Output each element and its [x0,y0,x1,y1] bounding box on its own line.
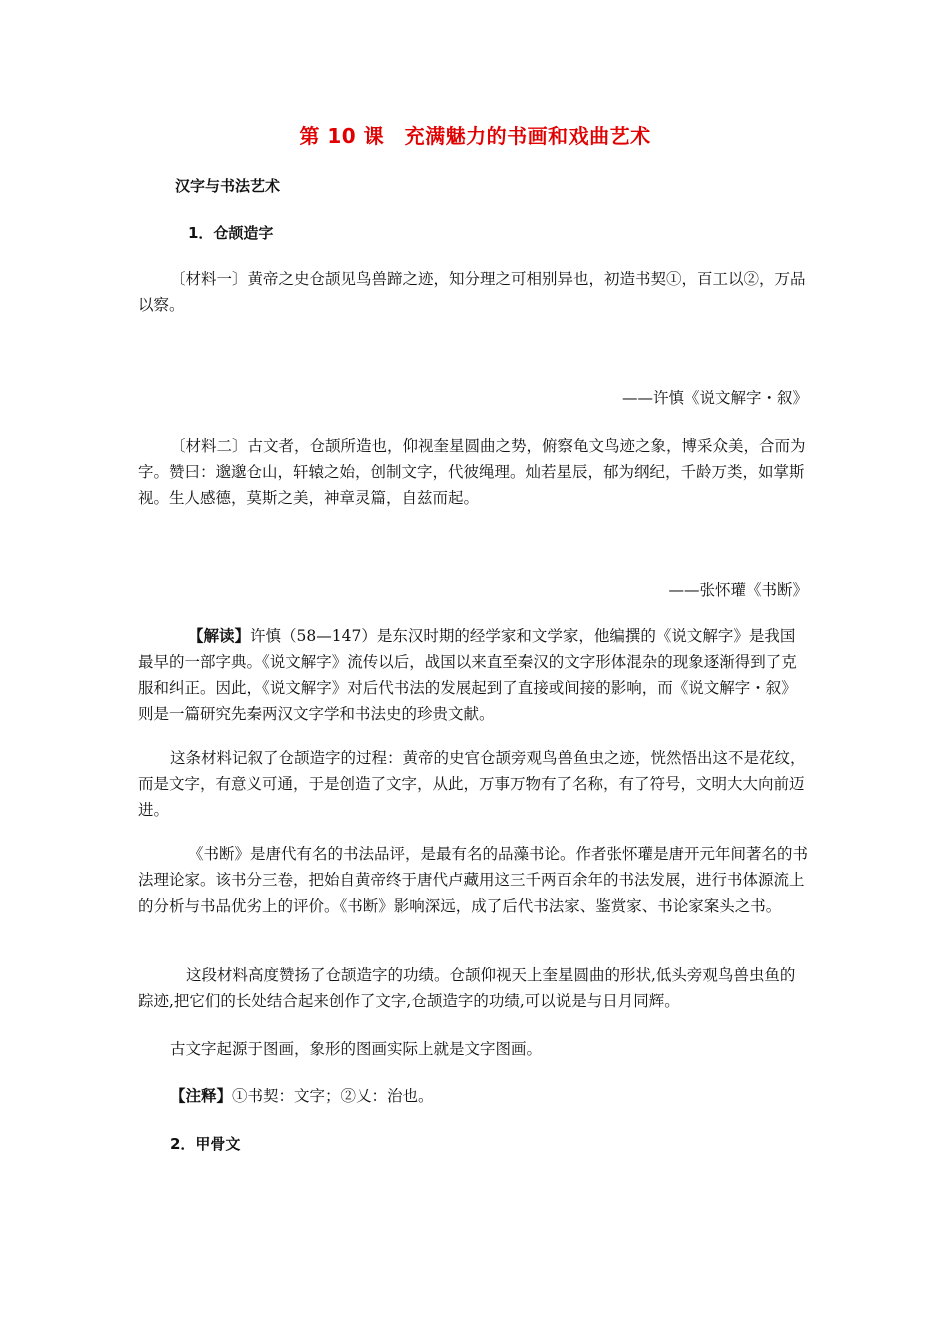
section-heading: 汉字与书法艺术 [175,177,281,195]
material-2: 〔材料二〕古文者，仓颉所造也，仰视奎星圆曲之势，俯察龟文鸟迹之象，博采众美，合而为字。赞曰：邈邈仓山，轩辕之始，创制文字，代彼绳理。灿若星辰，郁为纲纪，千龄万类，如掌斯视。生人感德，莫斯之美，神章灵篇，自兹而起。 [138,437,806,507]
subsection-heading-1: 1．仓颉造字 [188,224,274,242]
interpretation-paragraph-2: 这条材料记叙了仓颉造字的过程：黄帝的史官仓颉旁观鸟兽鱼虫之迹，恍然悟出这不是花纹，而是文字，有意义可通，于是创造了文字，从此，万事万物有了名称，有了符号，文明大大向前迈进。 [138,749,806,819]
interpretation-label: 【解读】 [188,627,251,645]
material-1: 〔材料一〕黄帝之史仓颉见鸟兽蹄之迹，知分理之可相别异也，初造书契①，百工以②，万品以察。 [138,270,806,314]
source-2: ——张怀瓘《书断》 [668,581,808,599]
note-label: 【注释】 [170,1087,233,1105]
interpretation-paragraph-5: 古文字起源于图画，象形的图画实际上就是文字图画。 [170,1040,543,1058]
interpretation-paragraph-4: 这段材料高度赞扬了仓颉造字的功绩。仓颉仰视天上奎星圆曲的形状,低头旁观鸟兽虫鱼的踪迹,把它们的长处结合起来创作了文字,仓颉造字的功绩,可以说是与日月同辉。 [138,966,796,1010]
source-1: ——许慎《说文解字・叙》 [621,389,808,407]
lesson-title: 第 10 课 充满魅力的书画和戏曲艺术 [299,124,651,148]
note-text: ①书契：文字；②乂：治也。 [232,1087,434,1105]
interpretation-paragraph-3: 《书断》是唐代有名的书法品评，是最有名的品藻书论。作者张怀瓘是唐开元年间著名的书法理论家。该书分三卷，把始自黄帝终于唐代卢藏用这三千两百余年的书法发展，进行书体源流上的分析与书品优劣上的评价。《书断》影响深远，成了后代书法家、鉴赏家、书论家案头之书。 [138,845,809,915]
note [138,1083,808,1109]
subsection-heading-2: 2．甲骨文 [170,1135,241,1153]
interpretation-text-1: 许慎（58—147）是东汉时期的经学家和文学家，他编撰的《说文解字》是我国最早的一部字典。《说文解字》流传以后，战国以来直至秦汉的文字形体混杂的现象逐渐得到了克服和纠正。因此，《说文解字》对后代书法的发展起到了直接或间接的影响，而《说文解字・叙》则是一篇研究先秦两汉文字学和书法史的珍贵文献。 [138,627,797,723]
interpretation-paragraph-1 [138,623,808,727]
